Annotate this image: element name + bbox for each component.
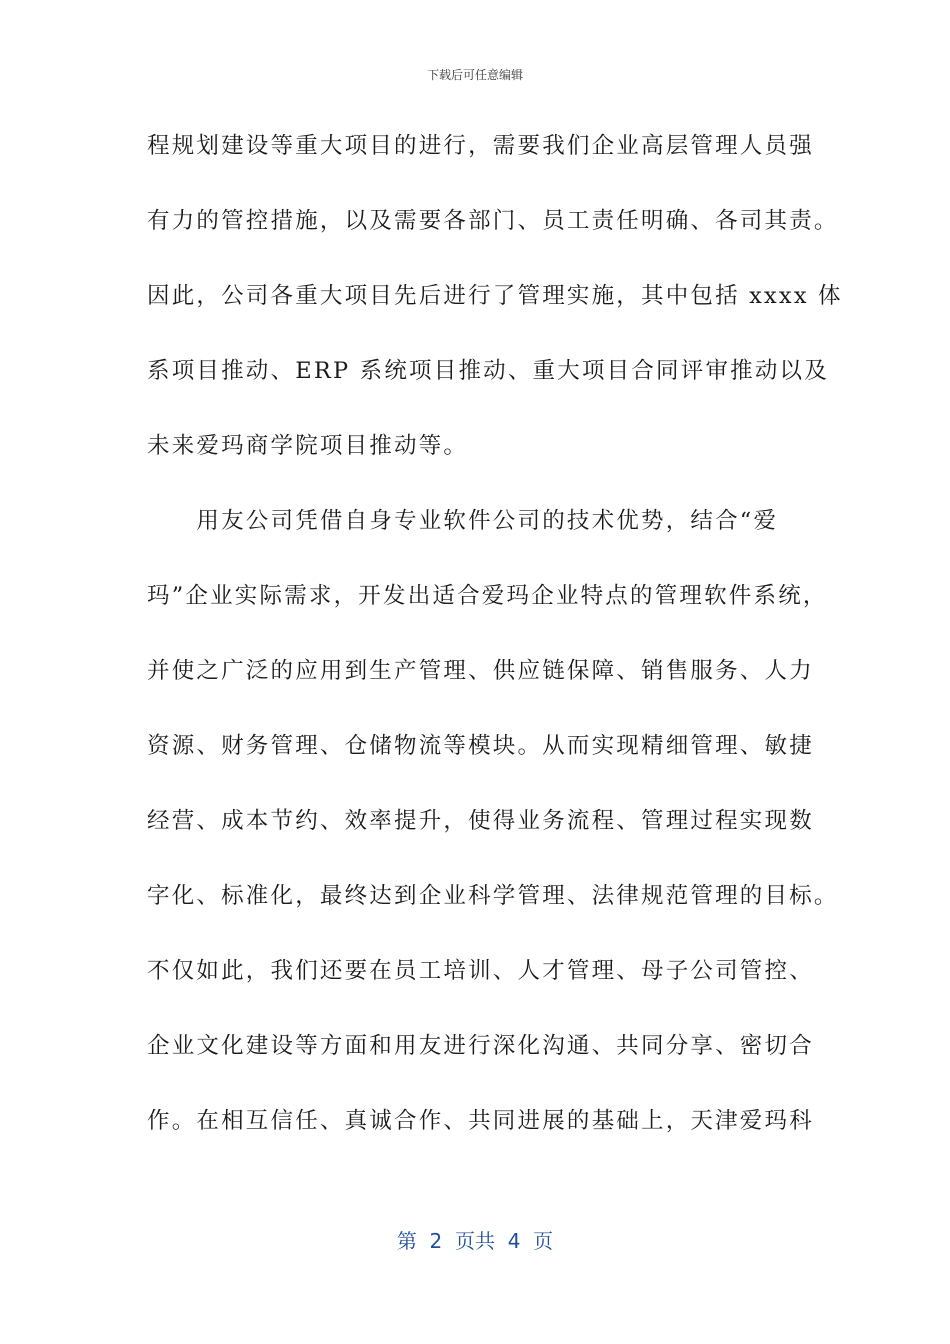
text-line: 系项目推动、ERP 系统项目推动、重大项目合同评审推动以及 [147, 358, 829, 384]
text-line: 用友公司凭借自身专业软件公司的技术优势，结合“爱 [147, 508, 779, 534]
text-line: 程规划建设等重大项目的进行，需要我们企业高层管理人员强 [147, 133, 814, 159]
page-header: 下载后可任意编辑 [426, 68, 523, 82]
text-line: 资源、财务管理、仓储物流等模块。从而实现精细管理、敏捷 [147, 733, 814, 759]
page-number: 第 2 页共 4 页 [396, 1229, 554, 1253]
text-line: 字化、标准化，最终达到企业科学管理、法律规范管理的目标。 [147, 883, 839, 909]
text-line: 有力的管控措施，以及需要各部门、员工责任明确、各司其责。 [147, 208, 839, 234]
text-line: 并使之广泛的应用到生产管理、供应链保障、销售服务、人力 [147, 658, 814, 684]
text-line: 因此，公司各重大项目先后进行了管理实施，其中包括 xxxx 体 [147, 283, 843, 309]
document-body [147, 126, 843, 1176]
text-line: 未来爱玛商学院项目推动等。 [147, 433, 469, 459]
text-line: 企业文化建设等方面和用友进行深化沟通、共同分享、密切合 [147, 1033, 814, 1059]
text-line: 作。在相互信任、真诚合作、共同进展的基础上，天津爱玛科 [147, 1108, 814, 1134]
text-line: 经营、成本节约、效率提升，使得业务流程、管理过程实现数 [147, 808, 814, 834]
text-line: 不仅如此，我们还要在员工培训、人才管理、母子公司管控、 [147, 958, 814, 984]
text-line: 玛”企业实际需求，开发出适合爱玛企业特点的管理软件系统， [147, 583, 828, 609]
